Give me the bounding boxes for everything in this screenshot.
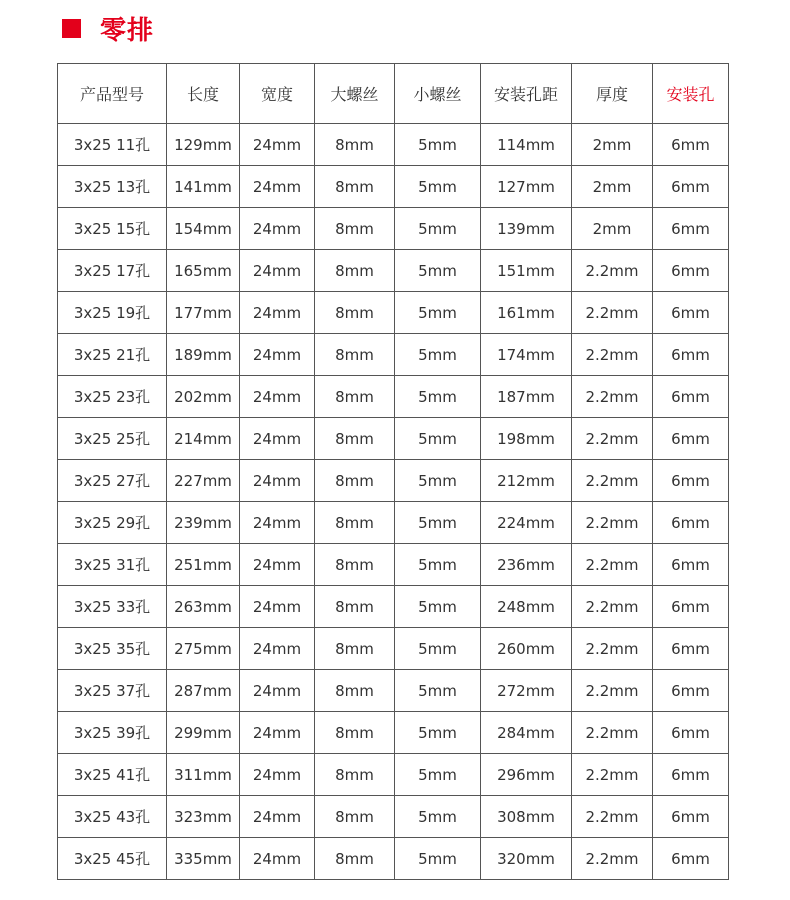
cell-small-screw: 5mm	[395, 628, 481, 670]
cell-small-screw: 5mm	[395, 292, 481, 334]
cell-width: 24mm	[240, 292, 315, 334]
cell-width: 24mm	[240, 250, 315, 292]
cell-hole-spacing: 284mm	[481, 712, 572, 754]
cell-large-screw: 8mm	[315, 418, 395, 460]
cell-mount-hole: 6mm	[653, 838, 729, 880]
table-row	[58, 460, 729, 502]
cell-length: 311mm	[167, 754, 240, 796]
cell-small-screw: 5mm	[395, 208, 481, 250]
cell-thickness: 2.2mm	[572, 670, 653, 712]
cell-large-screw: 8mm	[315, 838, 395, 880]
table-row	[58, 838, 729, 880]
cell-model: 3x25 43孔	[58, 796, 167, 838]
table-row	[58, 502, 729, 544]
cell-mount-hole: 6mm	[653, 460, 729, 502]
cell-thickness: 2.2mm	[572, 544, 653, 586]
cell-large-screw: 8mm	[315, 292, 395, 334]
cell-length: 214mm	[167, 418, 240, 460]
cell-thickness: 2.2mm	[572, 460, 653, 502]
cell-mount-hole: 6mm	[653, 628, 729, 670]
cell-width: 24mm	[240, 796, 315, 838]
cell-hole-spacing: 296mm	[481, 754, 572, 796]
section-header	[62, 10, 154, 46]
cell-large-screw: 8mm	[315, 586, 395, 628]
cell-width: 24mm	[240, 166, 315, 208]
cell-hole-spacing: 114mm	[481, 124, 572, 166]
cell-large-screw: 8mm	[315, 712, 395, 754]
cell-hole-spacing: 174mm	[481, 334, 572, 376]
table-row	[58, 628, 729, 670]
cell-model: 3x25 45孔	[58, 838, 167, 880]
table-row	[58, 586, 729, 628]
cell-small-screw: 5mm	[395, 376, 481, 418]
cell-small-screw: 5mm	[395, 124, 481, 166]
table-row	[58, 754, 729, 796]
cell-length: 287mm	[167, 670, 240, 712]
cell-mount-hole: 6mm	[653, 502, 729, 544]
cell-thickness: 2.2mm	[572, 712, 653, 754]
cell-length: 299mm	[167, 712, 240, 754]
cell-length: 177mm	[167, 292, 240, 334]
cell-thickness: 2.2mm	[572, 586, 653, 628]
cell-large-screw: 8mm	[315, 502, 395, 544]
cell-small-screw: 5mm	[395, 670, 481, 712]
cell-hole-spacing: 236mm	[481, 544, 572, 586]
cell-hole-spacing: 198mm	[481, 418, 572, 460]
cell-small-screw: 5mm	[395, 544, 481, 586]
cell-model: 3x25 41孔	[58, 754, 167, 796]
cell-hole-spacing: 272mm	[481, 670, 572, 712]
cell-model: 3x25 21孔	[58, 334, 167, 376]
column-header-thickness: 厚度	[572, 64, 653, 124]
cell-length: 323mm	[167, 796, 240, 838]
cell-mount-hole: 6mm	[653, 796, 729, 838]
column-header-hole-spacing: 安装孔距	[481, 64, 572, 124]
cell-large-screw: 8mm	[315, 670, 395, 712]
cell-thickness: 2.2mm	[572, 292, 653, 334]
table-row	[58, 418, 729, 460]
cell-mount-hole: 6mm	[653, 208, 729, 250]
cell-length: 141mm	[167, 166, 240, 208]
cell-large-screw: 8mm	[315, 460, 395, 502]
cell-large-screw: 8mm	[315, 124, 395, 166]
cell-hole-spacing: 127mm	[481, 166, 572, 208]
cell-width: 24mm	[240, 712, 315, 754]
cell-small-screw: 5mm	[395, 166, 481, 208]
cell-small-screw: 5mm	[395, 796, 481, 838]
cell-large-screw: 8mm	[315, 628, 395, 670]
table-header-row	[58, 64, 729, 124]
cell-model: 3x25 37孔	[58, 670, 167, 712]
cell-mount-hole: 6mm	[653, 754, 729, 796]
cell-small-screw: 5mm	[395, 460, 481, 502]
cell-model: 3x25 15孔	[58, 208, 167, 250]
spec-table	[57, 63, 729, 880]
cell-mount-hole: 6mm	[653, 334, 729, 376]
column-header-width: 宽度	[240, 64, 315, 124]
cell-thickness: 2.2mm	[572, 796, 653, 838]
cell-hole-spacing: 260mm	[481, 628, 572, 670]
table-row	[58, 712, 729, 754]
cell-length: 154mm	[167, 208, 240, 250]
cell-model: 3x25 31孔	[58, 544, 167, 586]
cell-thickness: 2mm	[572, 124, 653, 166]
cell-length: 129mm	[167, 124, 240, 166]
table-row	[58, 376, 729, 418]
cell-length: 263mm	[167, 586, 240, 628]
square-bullet-icon	[62, 19, 81, 38]
cell-small-screw: 5mm	[395, 418, 481, 460]
cell-model: 3x25 11孔	[58, 124, 167, 166]
table-row	[58, 124, 729, 166]
cell-mount-hole: 6mm	[653, 124, 729, 166]
cell-width: 24mm	[240, 418, 315, 460]
cell-large-screw: 8mm	[315, 796, 395, 838]
table-row	[58, 334, 729, 376]
table-row	[58, 292, 729, 334]
cell-hole-spacing: 212mm	[481, 460, 572, 502]
cell-mount-hole: 6mm	[653, 670, 729, 712]
cell-hole-spacing: 151mm	[481, 250, 572, 292]
column-header-model: 产品型号	[58, 64, 167, 124]
cell-large-screw: 8mm	[315, 208, 395, 250]
cell-model: 3x25 25孔	[58, 418, 167, 460]
column-header-small-screw: 小螺丝	[395, 64, 481, 124]
cell-small-screw: 5mm	[395, 712, 481, 754]
cell-length: 165mm	[167, 250, 240, 292]
cell-hole-spacing: 161mm	[481, 292, 572, 334]
cell-mount-hole: 6mm	[653, 418, 729, 460]
cell-small-screw: 5mm	[395, 838, 481, 880]
table-row	[58, 250, 729, 292]
cell-thickness: 2.2mm	[572, 250, 653, 292]
cell-hole-spacing: 139mm	[481, 208, 572, 250]
cell-thickness: 2mm	[572, 208, 653, 250]
table-row	[58, 670, 729, 712]
cell-large-screw: 8mm	[315, 754, 395, 796]
table-row	[58, 166, 729, 208]
cell-thickness: 2.2mm	[572, 838, 653, 880]
cell-small-screw: 5mm	[395, 334, 481, 376]
cell-hole-spacing: 224mm	[481, 502, 572, 544]
column-header-mount-hole: 安装孔	[653, 64, 729, 124]
cell-thickness: 2.2mm	[572, 628, 653, 670]
cell-mount-hole: 6mm	[653, 544, 729, 586]
cell-large-screw: 8mm	[315, 376, 395, 418]
cell-length: 251mm	[167, 544, 240, 586]
cell-width: 24mm	[240, 754, 315, 796]
column-header-length: 长度	[167, 64, 240, 124]
cell-large-screw: 8mm	[315, 166, 395, 208]
cell-width: 24mm	[240, 502, 315, 544]
cell-large-screw: 8mm	[315, 250, 395, 292]
cell-model: 3x25 17孔	[58, 250, 167, 292]
cell-model: 3x25 33孔	[58, 586, 167, 628]
cell-small-screw: 5mm	[395, 502, 481, 544]
cell-hole-spacing: 308mm	[481, 796, 572, 838]
cell-mount-hole: 6mm	[653, 166, 729, 208]
cell-width: 24mm	[240, 124, 315, 166]
cell-thickness: 2mm	[572, 166, 653, 208]
cell-width: 24mm	[240, 544, 315, 586]
cell-hole-spacing: 320mm	[481, 838, 572, 880]
cell-width: 24mm	[240, 460, 315, 502]
cell-length: 335mm	[167, 838, 240, 880]
cell-model: 3x25 29孔	[58, 502, 167, 544]
cell-mount-hole: 6mm	[653, 586, 729, 628]
cell-length: 202mm	[167, 376, 240, 418]
cell-large-screw: 8mm	[315, 544, 395, 586]
cell-width: 24mm	[240, 838, 315, 880]
cell-width: 24mm	[240, 670, 315, 712]
table-row	[58, 208, 729, 250]
table-row	[58, 796, 729, 838]
cell-width: 24mm	[240, 334, 315, 376]
table-row	[58, 544, 729, 586]
cell-mount-hole: 6mm	[653, 250, 729, 292]
cell-hole-spacing: 248mm	[481, 586, 572, 628]
cell-hole-spacing: 187mm	[481, 376, 572, 418]
cell-small-screw: 5mm	[395, 754, 481, 796]
cell-width: 24mm	[240, 628, 315, 670]
cell-thickness: 2.2mm	[572, 334, 653, 376]
cell-thickness: 2.2mm	[572, 418, 653, 460]
cell-model: 3x25 23孔	[58, 376, 167, 418]
cell-small-screw: 5mm	[395, 586, 481, 628]
cell-thickness: 2.2mm	[572, 502, 653, 544]
cell-length: 189mm	[167, 334, 240, 376]
cell-model: 3x25 19孔	[58, 292, 167, 334]
section-title: 零排	[100, 15, 155, 46]
cell-mount-hole: 6mm	[653, 292, 729, 334]
cell-model: 3x25 39孔	[58, 712, 167, 754]
cell-mount-hole: 6mm	[653, 376, 729, 418]
cell-model: 3x25 27孔	[58, 460, 167, 502]
table-body	[58, 124, 729, 880]
cell-large-screw: 8mm	[315, 334, 395, 376]
column-header-large-screw: 大螺丝	[315, 64, 395, 124]
cell-length: 227mm	[167, 460, 240, 502]
cell-length: 275mm	[167, 628, 240, 670]
cell-width: 24mm	[240, 376, 315, 418]
cell-thickness: 2.2mm	[572, 376, 653, 418]
cell-thickness: 2.2mm	[572, 754, 653, 796]
cell-length: 239mm	[167, 502, 240, 544]
cell-model: 3x25 35孔	[58, 628, 167, 670]
cell-mount-hole: 6mm	[653, 712, 729, 754]
cell-model: 3x25 13孔	[58, 166, 167, 208]
cell-width: 24mm	[240, 586, 315, 628]
cell-width: 24mm	[240, 208, 315, 250]
cell-small-screw: 5mm	[395, 250, 481, 292]
